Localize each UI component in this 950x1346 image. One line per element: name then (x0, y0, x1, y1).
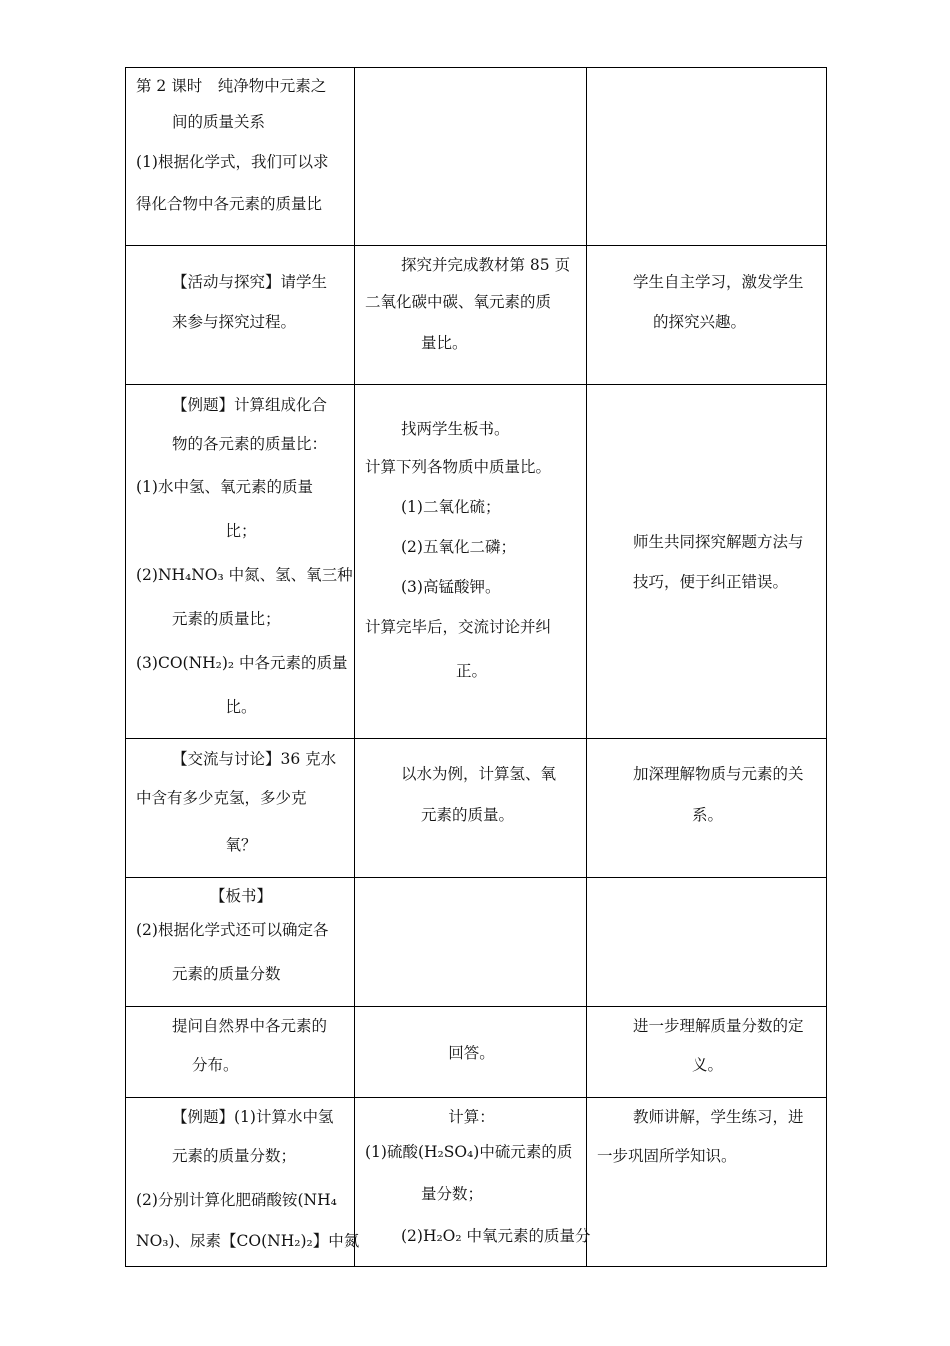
cell-text-line: 物的各元素的质量比： (172, 435, 328, 453)
student-activity-cell (355, 246, 587, 385)
teacher-activity-cell (126, 878, 355, 1007)
table-row (126, 246, 827, 385)
cell-text-line: 计算下列各物质中质量比。 (365, 458, 552, 476)
cell-text-line: 探究并完成教材第 85 页 (401, 256, 571, 274)
cell-text-line: 技巧，便于纠正错误。 (633, 572, 789, 591)
lesson-plan-table (125, 67, 827, 1267)
cell-text-line: 的探究兴趣。 (653, 313, 747, 331)
cell-text-line: 找两学生板书。 (401, 420, 510, 438)
blackboard-label: 【板书】 (209, 887, 272, 905)
table-row (126, 1007, 827, 1098)
lesson-title-line: 间的质量关系 (172, 113, 266, 131)
design-intent-cell (587, 385, 827, 739)
cell-text-line: 义。 (691, 1056, 723, 1074)
cell-text-line: 量分数； (421, 1185, 484, 1203)
cell-text-line: 量比。 (421, 334, 468, 352)
cell-text-line: 进一步理解质量分数的定 (633, 1017, 804, 1035)
cell-text-line: 计算完毕后，交流讨论并纠 (365, 618, 552, 636)
cell-text-line: 回答。 (448, 1044, 495, 1062)
cell-text-line: (2)分别计算化肥硝酸铵(NH₄ (136, 1191, 337, 1209)
cell-text-line: 教师讲解，学生练习，进 (633, 1108, 804, 1126)
design-intent-cell (587, 246, 827, 385)
cell-text-line: 比； (225, 522, 257, 540)
cell-text-line: 二氧化碳中碳、氧元素的质 (365, 293, 552, 311)
cell-text-line: 比。 (225, 698, 257, 716)
cell-text-line: 师生共同探究解题方法与 (633, 532, 804, 551)
cell-text-line: (2)H₂O₂ 中氧元素的质量分 (401, 1227, 591, 1245)
cell-text-line: 【活动与探究】请学生 (172, 273, 328, 291)
cell-text-line: 学生自主学习，激发学生 (633, 273, 804, 291)
table-row (126, 878, 827, 1007)
cell-text-line: (2)NH₄NO₃ 中氮、氢、氧三种 (136, 566, 353, 584)
student-activity-cell (355, 739, 587, 878)
cell-text-line: (2)根据化学式还可以确定各 (136, 921, 329, 939)
cell-text-line: 中含有多少克氢，多少克 (136, 789, 307, 807)
cell-text-line: 加深理解物质与元素的关 (633, 765, 804, 783)
cell-text-line: 元素的质量分数 (172, 965, 281, 983)
design-intent-cell (587, 1007, 827, 1098)
design-intent-cell (587, 878, 827, 1007)
table-row (126, 385, 827, 739)
table-row (126, 68, 827, 246)
cell-text-line: (1)根据化学式，我们可以求 (136, 153, 329, 171)
cell-text-line: (3)高锰酸钾。 (401, 578, 501, 596)
cell-text-line: 正。 (455, 662, 487, 680)
lesson-title-line: 第 2 课时 纯净物中元素之 (136, 77, 327, 95)
cell-text-line: 得化合物中各元素的质量比 (136, 195, 323, 213)
student-activity-cell (355, 385, 587, 739)
cell-text-line: (1)二氧化硫； (401, 498, 501, 516)
student-activity-cell (355, 68, 587, 246)
cell-text-line: (1)水中氢、氧元素的质量 (136, 478, 313, 496)
cell-text-line: 【例题】计算组成化合 (172, 396, 328, 414)
student-activity-cell (355, 1007, 587, 1098)
cell-text-line: (1)硫酸(H₂SO₄)中硫元素的质 (365, 1143, 573, 1161)
cell-text-line: (3)CO(NH₂)₂ 中各元素的质量 (136, 654, 348, 672)
student-activity-cell (355, 878, 587, 1007)
cell-text-line: 以水为例，计算氢、氧 (401, 765, 557, 783)
teacher-activity-cell (126, 68, 355, 246)
teacher-activity-cell (126, 385, 355, 739)
table-row (126, 1098, 827, 1267)
cell-text-line: 元素的质量比； (172, 610, 281, 628)
teacher-activity-cell (126, 1007, 355, 1098)
cell-text-line: 【交流与讨论】36 克水 (172, 750, 337, 768)
cell-text-line: 来参与探究过程。 (172, 313, 297, 331)
cell-text-line: (2)五氧化二磷； (401, 538, 516, 556)
design-intent-cell (587, 1098, 827, 1267)
cell-text-line: 分布。 (192, 1056, 239, 1074)
teacher-activity-cell (126, 739, 355, 878)
student-activity-cell (355, 1098, 591, 1267)
cell-text-line: 一步巩固所学知识。 (597, 1147, 737, 1165)
teacher-activity-cell (126, 1098, 360, 1267)
cell-text-line: NO₃)、尿素【CO(NH₂)₂】中氮 (136, 1232, 360, 1250)
cell-text-line: 提问自然界中各元素的 (172, 1017, 328, 1035)
cell-text-line: 元素的质量分数； (172, 1147, 297, 1165)
cell-text-line: 系。 (691, 806, 723, 824)
teacher-activity-cell (126, 246, 355, 385)
cell-text-line: 【例题】(1)计算水中氢 (172, 1108, 334, 1126)
design-intent-cell (587, 68, 827, 246)
table-row (126, 739, 827, 878)
cell-text-line: 元素的质量。 (421, 806, 515, 824)
design-intent-cell (587, 739, 827, 878)
cell-text-line: 氧？ (225, 836, 257, 854)
cell-text-line: 计算： (448, 1108, 495, 1126)
